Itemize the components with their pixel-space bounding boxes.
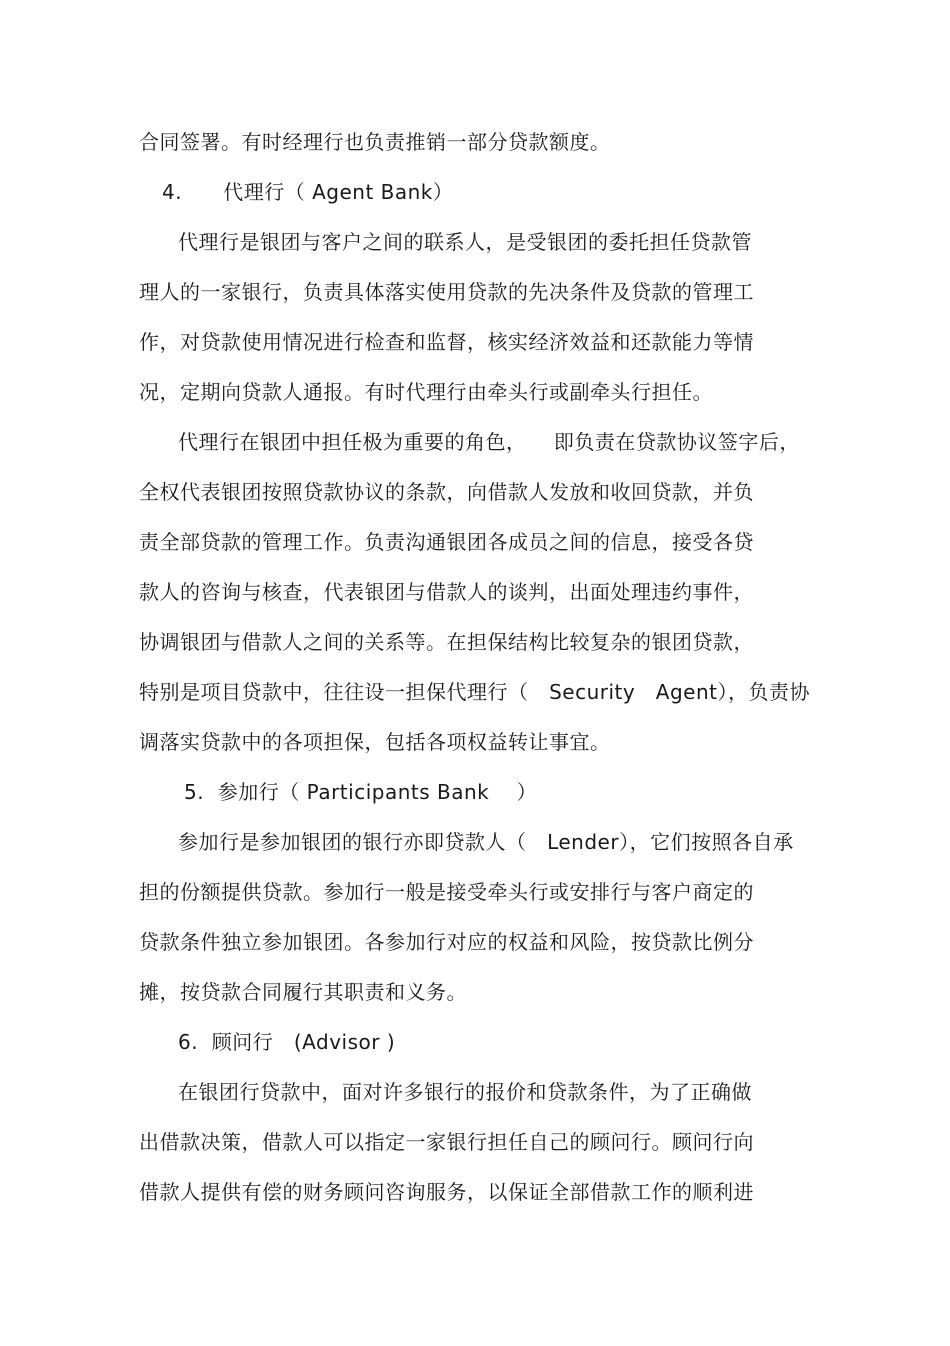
paragraph-line: 借款人提供有偿的财务顾问咨询服务，以保证全部借款工作的顺利进	[139, 1180, 754, 1204]
paragraph-line: 担的份额提供贷款。参加行一般是接受牵头行或安排行与客户商定的	[139, 880, 754, 904]
paragraph-line: 出借款决策，借款人可以指定一家银行担任自己的顾问行。顾问行向	[139, 1130, 754, 1154]
paragraph-line: 特别是项目贷款中，往往设一担保代理行（ Security Agent），负责协	[139, 680, 810, 704]
paragraph-line: 全权代表银团按照贷款协议的条款，向借款人发放和收回贷款，并负	[139, 480, 754, 504]
paragraph-line: 代理行是银团与客户之间的联系人，是受银团的委托担任贷款管	[178, 230, 752, 254]
paragraph-line: 代理行在银团中担任极为重要的角色， 即负责在贷款协议签字后，	[178, 430, 800, 454]
section-heading-advisor: 6. 顾问行 (Advisor )	[178, 1030, 396, 1054]
paragraph-line: 贷款条件独立参加银团。各参加行对应的权益和风险，按贷款比例分	[139, 930, 754, 954]
paragraph-line: 款人的咨询与核查，代表银团与借款人的谈判，出面处理违约事件，	[139, 580, 754, 604]
paragraph-line: 况，定期向贷款人通报。有时代理行由牵头行或副牵头行担任。	[139, 380, 713, 404]
paragraph-line: 协调银团与借款人之间的关系等。在担保结构比较复杂的银团贷款，	[139, 630, 754, 654]
section-heading-agent-bank: 4. 代理行（ Agent Bank）	[162, 180, 454, 204]
paragraph-line: 责全部贷款的管理工作。负责沟通银团各成员之间的信息，接受各贷	[139, 530, 754, 554]
paragraph-line: 摊，按贷款合同履行其职责和义务。	[139, 980, 467, 1004]
paragraph-line: 理人的一家银行，负责具体落实使用贷款的先决条件及贷款的管理工	[139, 280, 754, 304]
paragraph-line: 作，对贷款使用情况进行检查和监督，核实经济效益和还款能力等情	[139, 330, 754, 354]
section-heading-participants-bank: 5. 参加行（ Participants Bank ）	[184, 780, 538, 804]
paragraph-line: 调落实贷款中的各项担保，包括各项权益转让事宜。	[139, 730, 611, 754]
paragraph-line: 合同签署。有时经理行也负责推销一部分贷款额度。	[139, 130, 611, 154]
paragraph-line: 参加行是参加银团的银行亦即贷款人（ Lender），它们按照各自承	[178, 830, 794, 854]
paragraph-line: 在银团行贷款中，面对许多银行的报价和贷款条件，为了正确做	[178, 1080, 752, 1104]
